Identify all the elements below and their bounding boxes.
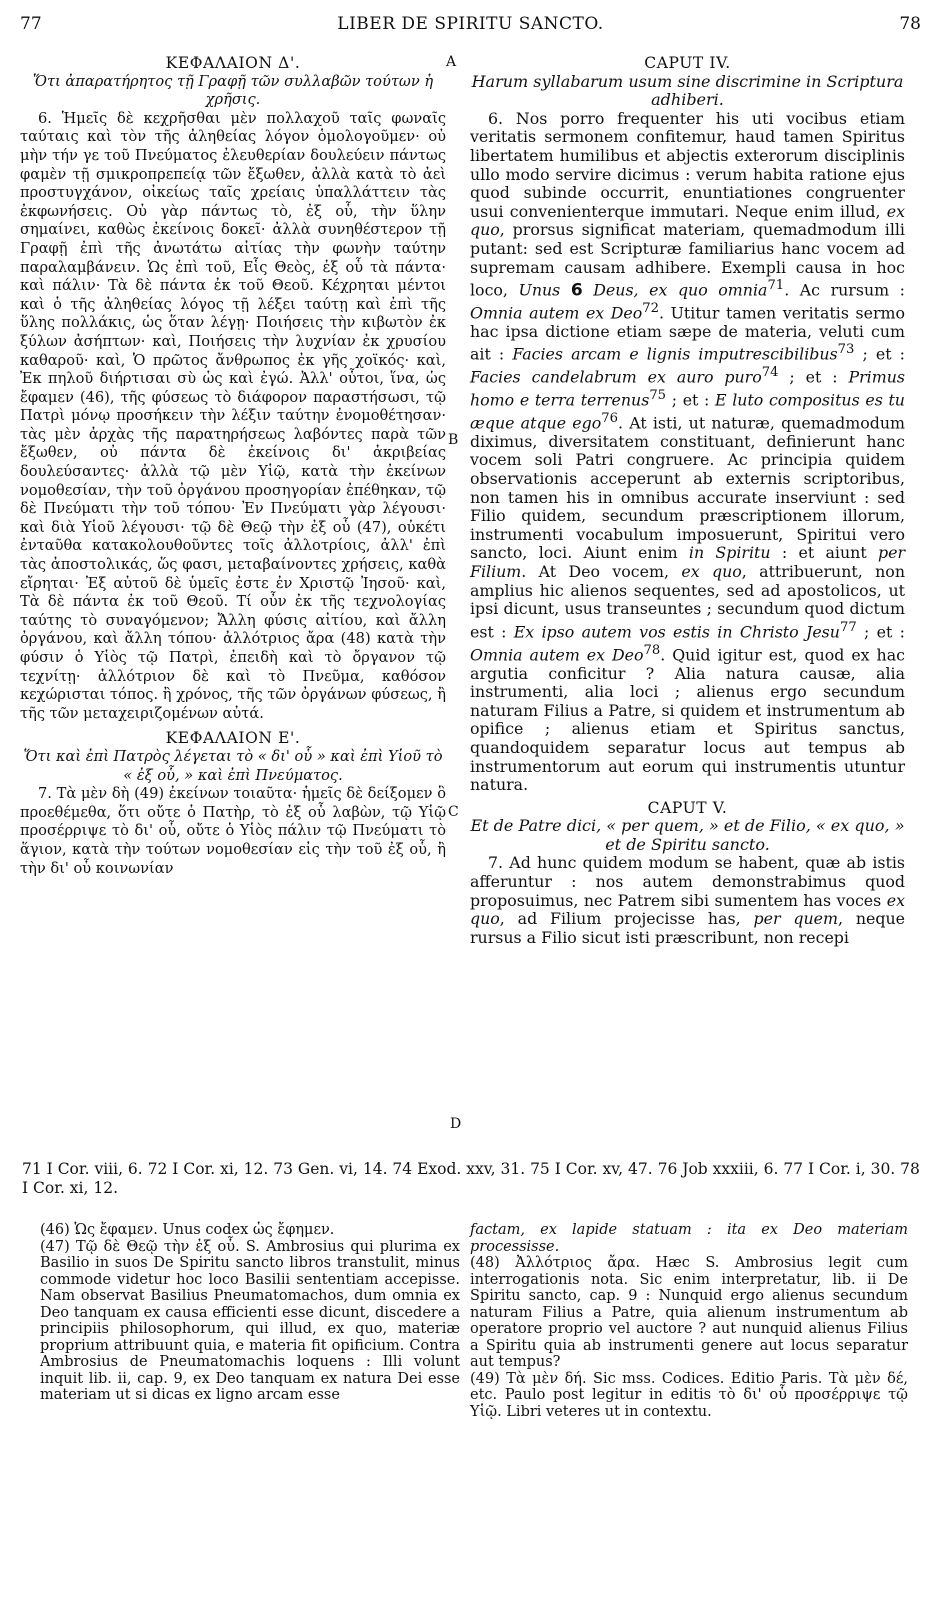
latin-paragraph-7: 7. Ad hunc quidem modum se habent, quæ ab istis afferuntur : nos autem demonstrabimus quod proposuimus, nec Patrem sibi sumentem has voces ex quo, ad Filium projecisse has, per quem, neque rursus a Filio sicut isti præscribunt, non recepi	[470, 853, 905, 947]
latin-paragraph-6: 6. Nos porro frequenter his uti vocibus etiam veritatis sermonem confitemur, haud tamen Spiritus libertatem humilibus et abjectis exterorum disciplinis ullo modo servire dicimus : verum habita ratione ejus quod subinde occurrit, enuntiationes congruenter usui convenienterque immutari. Neque enim illud, ex quo, prorsus significat materiam, quemadmodum illi putant: sed est Scripturæ familiarius hanc vocem ad supremam causam adhibere. Exempli causa in hoc loco, Unus 6 Deus, ex quo omnia$^{71}$. Ac rursum : Omnia autem ex Deo$^{72}$. Utitur tamen veritatis sermo hac ipsa dictione etiam sæpe de materia, veluti cum ait : Facies arcam e lignis imputrescibilibus$^{73}$ ; et : Facies candelabrum ex auro puro$^{74}$ ; et : Primus homo e terra terrenus$^{75}$ ; et : E luto compositus es tu æque atque ego$^{76}$. At isti, ut naturæ, quemadmodum diximus, diversitatem constituant, definierunt hanc vocem soli Patri congruere. Ac principia quidem observationis acceperunt ab externis scriptoribus, non tamen his in omnibus accurate inserviunt : sed Filio quidem, secundum præscriptionem illorum, instrumenti vocabulum imposuerunt, Spiritui vero sancto, loci. Aiunt enim in Spiritu : et aiunt per Filium. At Deo vocem, ex quo, attribuerunt, non amplius hic alienos sequentes, sed ad apostolicos, ut ipsi dicunt, usus transeuntes ; secundum quod dictum est : Ex ipso autem vos estis in Christo Jesu$^{77}$ ; et : Omnia autem ex Deo$^{78}$. Quid igitur est, quod ex hac argutia conficitur ? Alia natura causæ, alia instrumenti, alia loci ; alienus ergo secundum naturam Filius a Patre, si quidem et instrumentum ab opifice ; alienus etiam et Spiritus sanctus, quandoquidem separatur locus aut tempus ab instrumentorum aut eorum qui instrumentis utuntur natura.	[470, 108, 906, 795]
margin-marker-b: B	[448, 432, 459, 448]
greek-chapter4-summary: Ὅτι ἀπαρατήρητος τῇ Γραφῇ τῶν συλλαβῶν τούτων ἡ χρῆσις.	[32, 72, 434, 109]
notes-right-column	[470, 1222, 908, 1420]
scripture-references: 71 I Cor. viii, 6. 72 I Cor. xi, 12. 73 Gen. vi, 14. 74 Exod. xxv, 31. 75 I Cor. xv, 47. 76 Job xxxiii, 6. 77 I Cor. i, 30. 78 I Cor. xi, 12.	[22, 1160, 920, 1197]
latin-column	[470, 54, 905, 947]
left-page-number: 77	[20, 14, 42, 34]
latin-chapter4-title: CAPUT IV.	[644, 54, 731, 72]
greek-chapter5-summary: Ὅτι καὶ ἐπὶ Πατρὸς λέγεται τὸ « δι' οὗ » καὶ ἐπὶ Υἱοῦ τὸ « ἐξ οὗ, » καὶ ἐπὶ Πνεύματος.	[23, 747, 443, 784]
page-number-six: 6	[570, 280, 583, 301]
note-47: (47) Τῷ δὲ Θεῷ τὴν ἐξ οὗ. S. Ambrosius qui plurima ex Basilio in suos De Spiritu sancto libros transtulit, minus commode videtur hoc loco Basilii sententiam accepisse. Nam observat Basilius Pneumatomachos, dum omnia ex Deo tanquam ex causa efficienti esse dicunt, discedere a principiis philosophorum, qui illud, ex quo, materiæ proprium attribuunt quia, e materia fit opificium. Contra Ambrosius de Pneumatomachis loquens : Illi volunt inquit lib. ii, cap. 9, ex Deo tanquam ex natura Dei esse materiam ut si dicas ex ligno arcam esse	[40, 1238, 460, 1403]
margin-marker-c: C	[448, 804, 459, 820]
greek-column	[20, 54, 446, 878]
note-47-continued: factam, ex lapide statuam : ita ex Deo materiam processisse.	[470, 1222, 908, 1255]
note-46: (46) Ὡς ἔφαμεν. Unus codex ὡς ἔφημεν.	[40, 1222, 335, 1238]
latin-chapter4-summary: Harum syllabarum usum sine discrimine in Scriptura adhiberi.	[471, 71, 904, 110]
greek-paragraph-7: 7. Τὰ μὲν δὴ (49) ἐκείνων τοιαῦτα· ἡμεῖς δὲ δείξομεν ὃ προεθέμεθα, ὅτι οὔτε ὁ Πατὴρ, τὸ ἐξ οὗ λαβὼν, τῷ Υἱῷ προσέρριψε τὸ δι' οὗ, οὔτε ὁ Υἱὸς πάλιν τῷ Πνεύματι τὸ ἅγιον, κατὰ τὴν τούτων νομοθεσίαν εἰς τὴν τοῦ ἐξ οὗ, ἢ τὴν δι' οὗ κοινωνίαν	[20, 785, 446, 877]
right-page-number: 78	[899, 14, 921, 34]
latin-chapter5-title: CAPUT V.	[647, 798, 728, 817]
note-48: (48) Ἀλλότριος ἄρα. Hæc S. Ambrosius legit cum interrogationis nota. Sic enim interpretatur, lib. ii De Spiritu sancto, cap. 9 : Nunquid ergo alienus secundum naturam Filius a Patre, quia alienum instrumentum ab operatore proprio vel auctore ? aut nunquid alienus Filius a Spiritu quia ab instrumenti genere aut locus separatur aut tempus?	[470, 1255, 908, 1370]
greek-chapter4-title: ΚΕΦΑΛΑΙΟΝ Δ'.	[165, 54, 301, 72]
greek-paragraph-6: 6. Ἡμεῖς δὲ κεχρῆσθαι μὲν πολλαχοῦ ταῖς φωναῖς ταύταις καὶ τὸν τῆς ἀληθείας λόγον ὁμολογοῦμεν· οὐ μὴν τήν γε τοῦ Πνεύματος ἐλευθερίαν δουλεύειν πάντως φαμὲν τῇ σμικροπρεπείᾳ τῶν ἔξωθεν, ἀλλὰ κατὰ τὸ ἀεὶ προστυγχάνον, οἰκείως ταῖς χρείαις ὑπαλλάττειν τὰς ἐκφωνήσεις. Οὐ γὰρ πάντως τὸ, ἐξ οὗ, τὴν ὕλην σημαίνει, καθὼς ἐκείνοις δοκεῖ· ἀλλὰ συνηθέστερον τῇ Γραφῇ ἐπὶ τῆς ἀνωτάτω αἰτίας τὴν φωνὴν ταύτην παραλαμβάνειν. Ὡς ἐπὶ τοῦ, Εἷς Θεὸς, ἐξ οὗ τὰ πάντα· καὶ πάλιν· Τὰ δὲ πάντα ἐκ τοῦ Θεοῦ. Κέχρηται μέντοι καὶ ὁ τῆς ἀληθείας λόγος τῇ λέξει ταύτῃ καὶ ἐπὶ τῆς ὕλης πολλάκις, ὡς ὅταν λέγῃ· Ποιήσεις τὴν κιβωτὸν ἐκ ξύλων ἀσήπτων· καὶ, Ποιήσεις τὴν λυχνίαν ἐκ χρυσίου καθαροῦ· καὶ, Ὁ πρῶτος ἄνθρωπος ἐκ γῆς χοϊκός· καὶ, Ἐκ πηλοῦ διήρτισαι σὺ ὡς καὶ ἐγώ. Ἀλλ' οὗτοι, ἵνα, ὡς ἔφαμεν (46), τῆς φύσεως τὸ διάφορον παραστήσωσι, τῷ Πατρὶ μόνῳ προσήκειν τὴν λέξιν ταύτην ἐνομοθέτησαν· τὰς μὲν ἀρχὰς τῆς παρατηρήσεως λαβόντες παρὰ τῶν ἔξωθεν, οὐ πάντα δὲ ἐκείνοις δι' ἀκριβείας δουλεύσαντες· ἀλλὰ τῷ μὲν Υἱῷ, κατὰ τὴν ἐκείνων νομοθεσίαν, τὴν τοῦ ὀργάνου προσηγορίαν ἐπέθηκαν, τῷ δὲ Πνεύματι τὴν τοῦ τόπου· Ἐν Πνεύματι γὰρ λέγουσι· καὶ διὰ Υἱοῦ λέγουσι· τῷ δὲ Θεῷ τὴν ἐξ οὗ (47), οὐκέτι ἐνταῦθα κατακολουθοῦντες τοῖς ἀλλοτρίοις, ἀλλ' ἐπὶ τὰς ἀποστολικάς, ὥς φασι, μεταβαίνοντες χρήσεις, καθὰ εἴρηται· Ἐξ αὐτοῦ δὲ ὑμεῖς ἐστε ἐν Χριστῷ Ἰησοῦ· καὶ, Τὰ δὲ πάντα ἐκ τοῦ Θεοῦ. Τί οὖν ἐκ τῆς τεχνολογίας ταύτης τὸ συναγόμενον; Ἄλλη φύσις αἰτίου, καὶ ἄλλη ὀργάνου, καὶ ἄλλη τόπου· ἀλλότριος ἄρα (48) κατὰ τὴν φύσιν ὁ Υἱὸς τῷ Πατρὶ, ἐπειδὴ καὶ τὸ ὄργανον τῷ τεχνίτῃ· ἀλλότριον δὲ καὶ τὸ Πνεῦμα, καθόσον κεχώρισται τόπος. ἢ χρόνος, τῆς τῶν ὀργάνων φύσεως, ἢ τῆς τῶν μεταχειριζομένων αὐτά.	[20, 109, 446, 722]
greek-chapter5-title: ΚΕΦΑΛΑΙΟΝ Ε'.	[165, 729, 301, 748]
note-49: (49) Τὰ μὲν δή. Sic mss. Codices. Editio Paris. Τὰ μὲν δέ, etc. Paulo post legitur in editis τὸ δι' οὗ προσέρριψε τῷ Υἱῷ. Libri veteres ut in contextu.	[470, 1370, 908, 1420]
latin-chapter5-summary: Et de Patre dici, « per quem, » et de Filio, « ex quo, » et de Spiritu sancto.	[470, 816, 905, 854]
running-header	[20, 14, 921, 40]
margin-marker-d: D	[450, 1116, 462, 1132]
notes-left-column	[40, 1222, 460, 1404]
running-title: LIBER DE SPIRITU SANCTO.	[337, 14, 604, 34]
margin-marker-a: A	[446, 54, 457, 70]
